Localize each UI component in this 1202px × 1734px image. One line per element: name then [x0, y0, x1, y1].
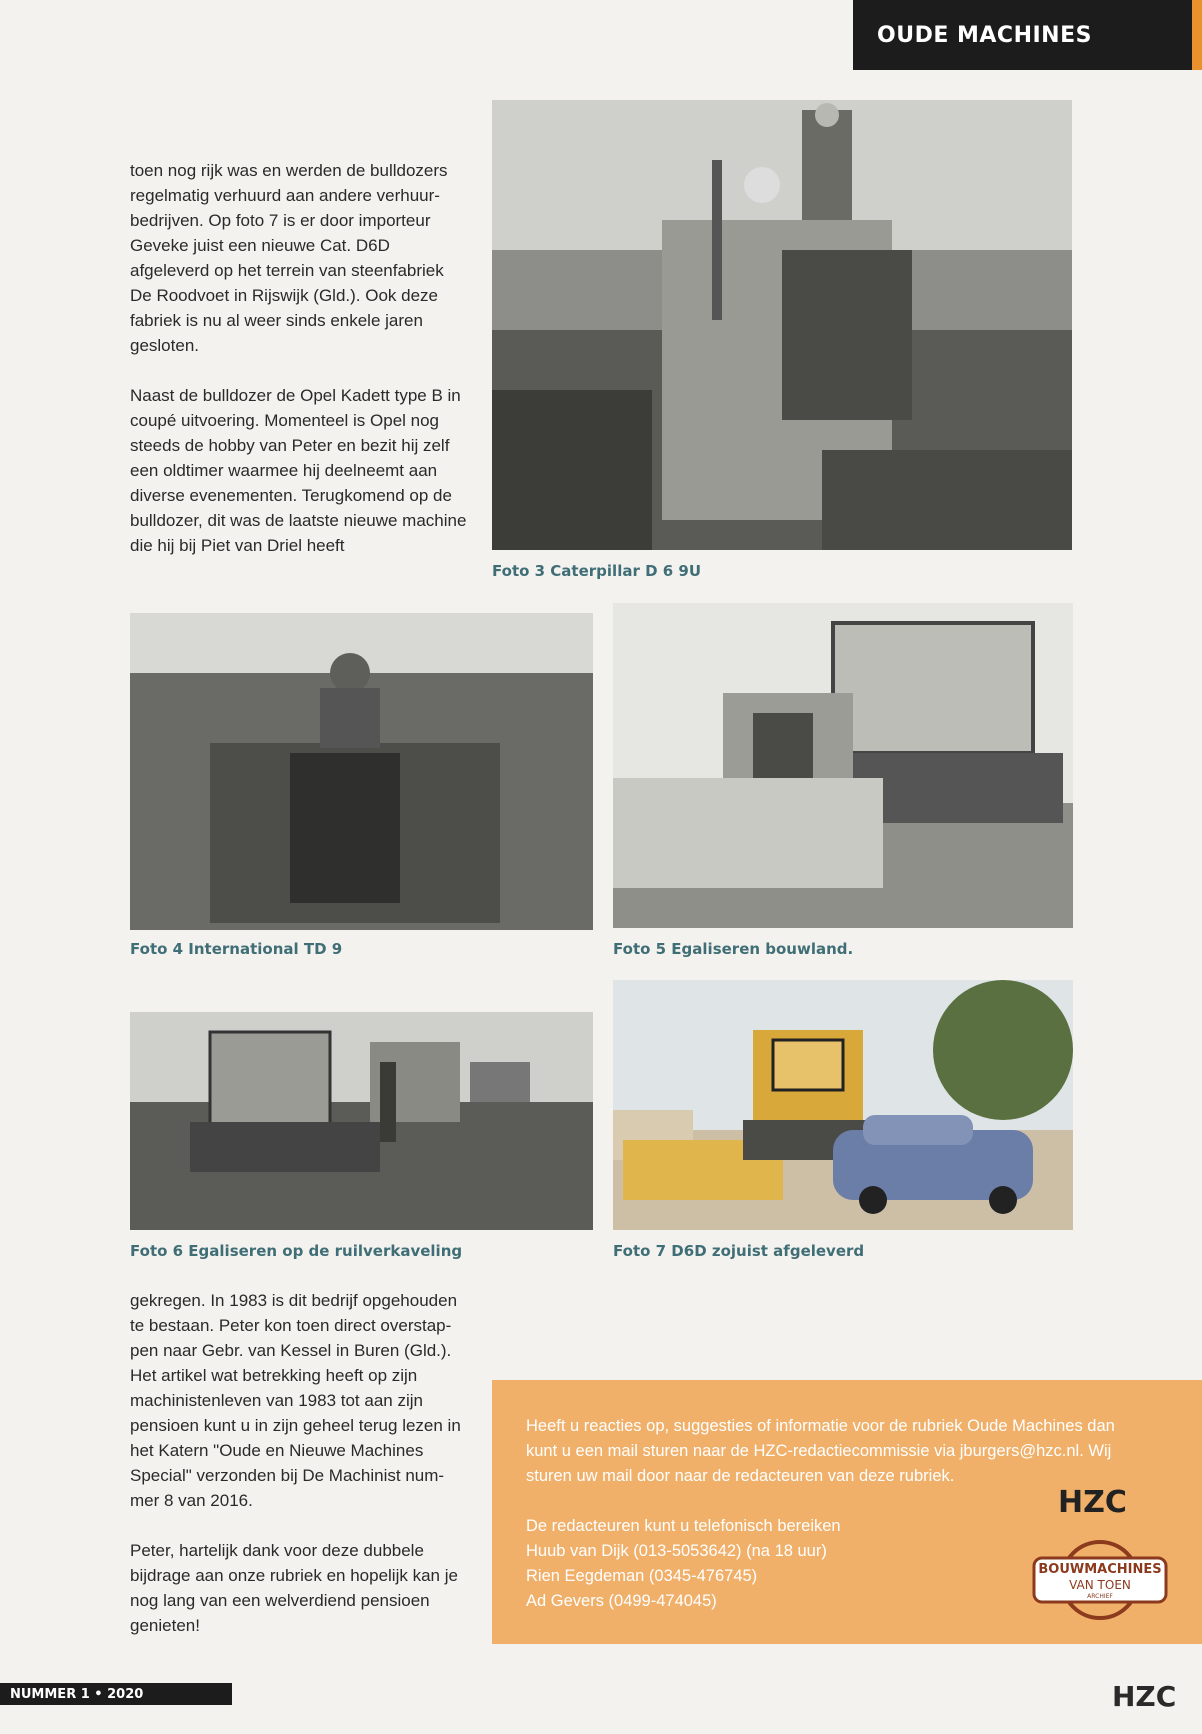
- bvt-line2: VAN TOEN: [1069, 1578, 1131, 1592]
- photo-image: [492, 100, 1072, 550]
- hzc-logo: HZC: [1058, 1485, 1127, 1520]
- photo-caption: Foto 3 Caterpillar D 6 9U: [492, 562, 702, 580]
- paragraph: gekregen. In 1983 is dit bedrijf opgehouden te bestaan. Peter kon toen direct overstap-pen naar Gebr. van Kessel in Buren (Gld.). Het artikel wat betrekking heeft op zijn machinistenleven van 1983 tot aan zijn pensioen kunt u in zijn geheel terug lezen in het Katern "Oude en Nieuwe Machines Special" verzonden bij De Machinist num-mer 8 van 2016.: [130, 1291, 461, 1510]
- paragraph: Peter, hartelijk dank voor deze dubbele bijdrage aan onze rubriek en hopelijk kan je nog lang van een welverdiend pensioen genieten!: [130, 1541, 458, 1635]
- section-title: OUDE MACHINES: [877, 22, 1092, 48]
- footer-issue-bar: [0, 1683, 232, 1705]
- photo-image: [130, 613, 593, 930]
- phone-intro: De redacteuren kunt u telefonisch bereiken: [526, 1517, 841, 1535]
- article-column-top: [130, 158, 470, 583]
- bouwmachines-van-toen-logo: [1030, 1540, 1170, 1620]
- photo-caterpillar-d6: [492, 100, 1072, 550]
- section-header: [853, 0, 1202, 70]
- photo-image: [130, 1012, 593, 1230]
- photo-image: [613, 603, 1073, 928]
- photo-egaliseren-ruilverkaveling: [130, 1012, 593, 1230]
- photo-egaliseren-bouwland: [613, 603, 1073, 928]
- editor-entry: Ad Gevers (0499-474045): [526, 1592, 717, 1610]
- bvt-line1: BOUWMACHINES: [1038, 1562, 1162, 1577]
- issue-number: NUMMER 1 • 2020: [10, 1686, 144, 1702]
- photo-d6d-afgeleverd: [613, 980, 1073, 1230]
- editor-entry: Rien Eegdeman (0345-476745): [526, 1567, 758, 1585]
- photo-image: [613, 980, 1073, 1230]
- photo-international-td9: [130, 613, 593, 930]
- photo-caption: Foto 7 D6D zojuist afgeleverd: [613, 1242, 865, 1260]
- photo-caption: Foto 5 Egaliseren bouwland.: [613, 940, 854, 958]
- contact-intro: Heeft u reacties op, suggesties of informatie voor de rubriek Oude Machines dan kunt u een mail sturen naar de HZC-redactiecommissie via jburgers@hzc.nl. Wij sturen uw mail door naar de redacteuren van deze rubriek.: [526, 1417, 1115, 1485]
- photo-caption: Foto 4 International TD 9: [130, 940, 343, 958]
- bvt-line3: ARCHIEF: [1087, 1593, 1113, 1600]
- footer-hzc-logo: HZC: [1112, 1680, 1177, 1713]
- article-column-bottom: [130, 1288, 470, 1663]
- photo-caption: Foto 6 Egaliseren op de ruilverkaveling: [130, 1242, 463, 1260]
- paragraph: toen nog rijk was en werden de bulldozers regelmatig verhuurd aan andere verhuur-bedrijven. Op foto 7 is er door importeur Geveke juist een nieuwe Cat. D6D afgeleverd op het terrein van steenfabriek De Roodvoet in Rijswijk (Gld.). Ook deze fabriek is nu al weer sinds enkele jaren gesloten.: [130, 161, 448, 355]
- paragraph: Naast de bulldozer de Opel Kadett type B in coupé uitvoering. Momenteel is Opel nog steeds de hobby van Peter en bezit hij zelf een oldtimer waarmee hij deelneemt aan diverse evenementen. Terugkomend op de bulldozer, dit was de laatste nieuwe machine die hij bij Piet van Driel heeft: [130, 386, 467, 555]
- editor-entry: Huub van Dijk (013-5053642) (na 18 uur): [526, 1542, 827, 1560]
